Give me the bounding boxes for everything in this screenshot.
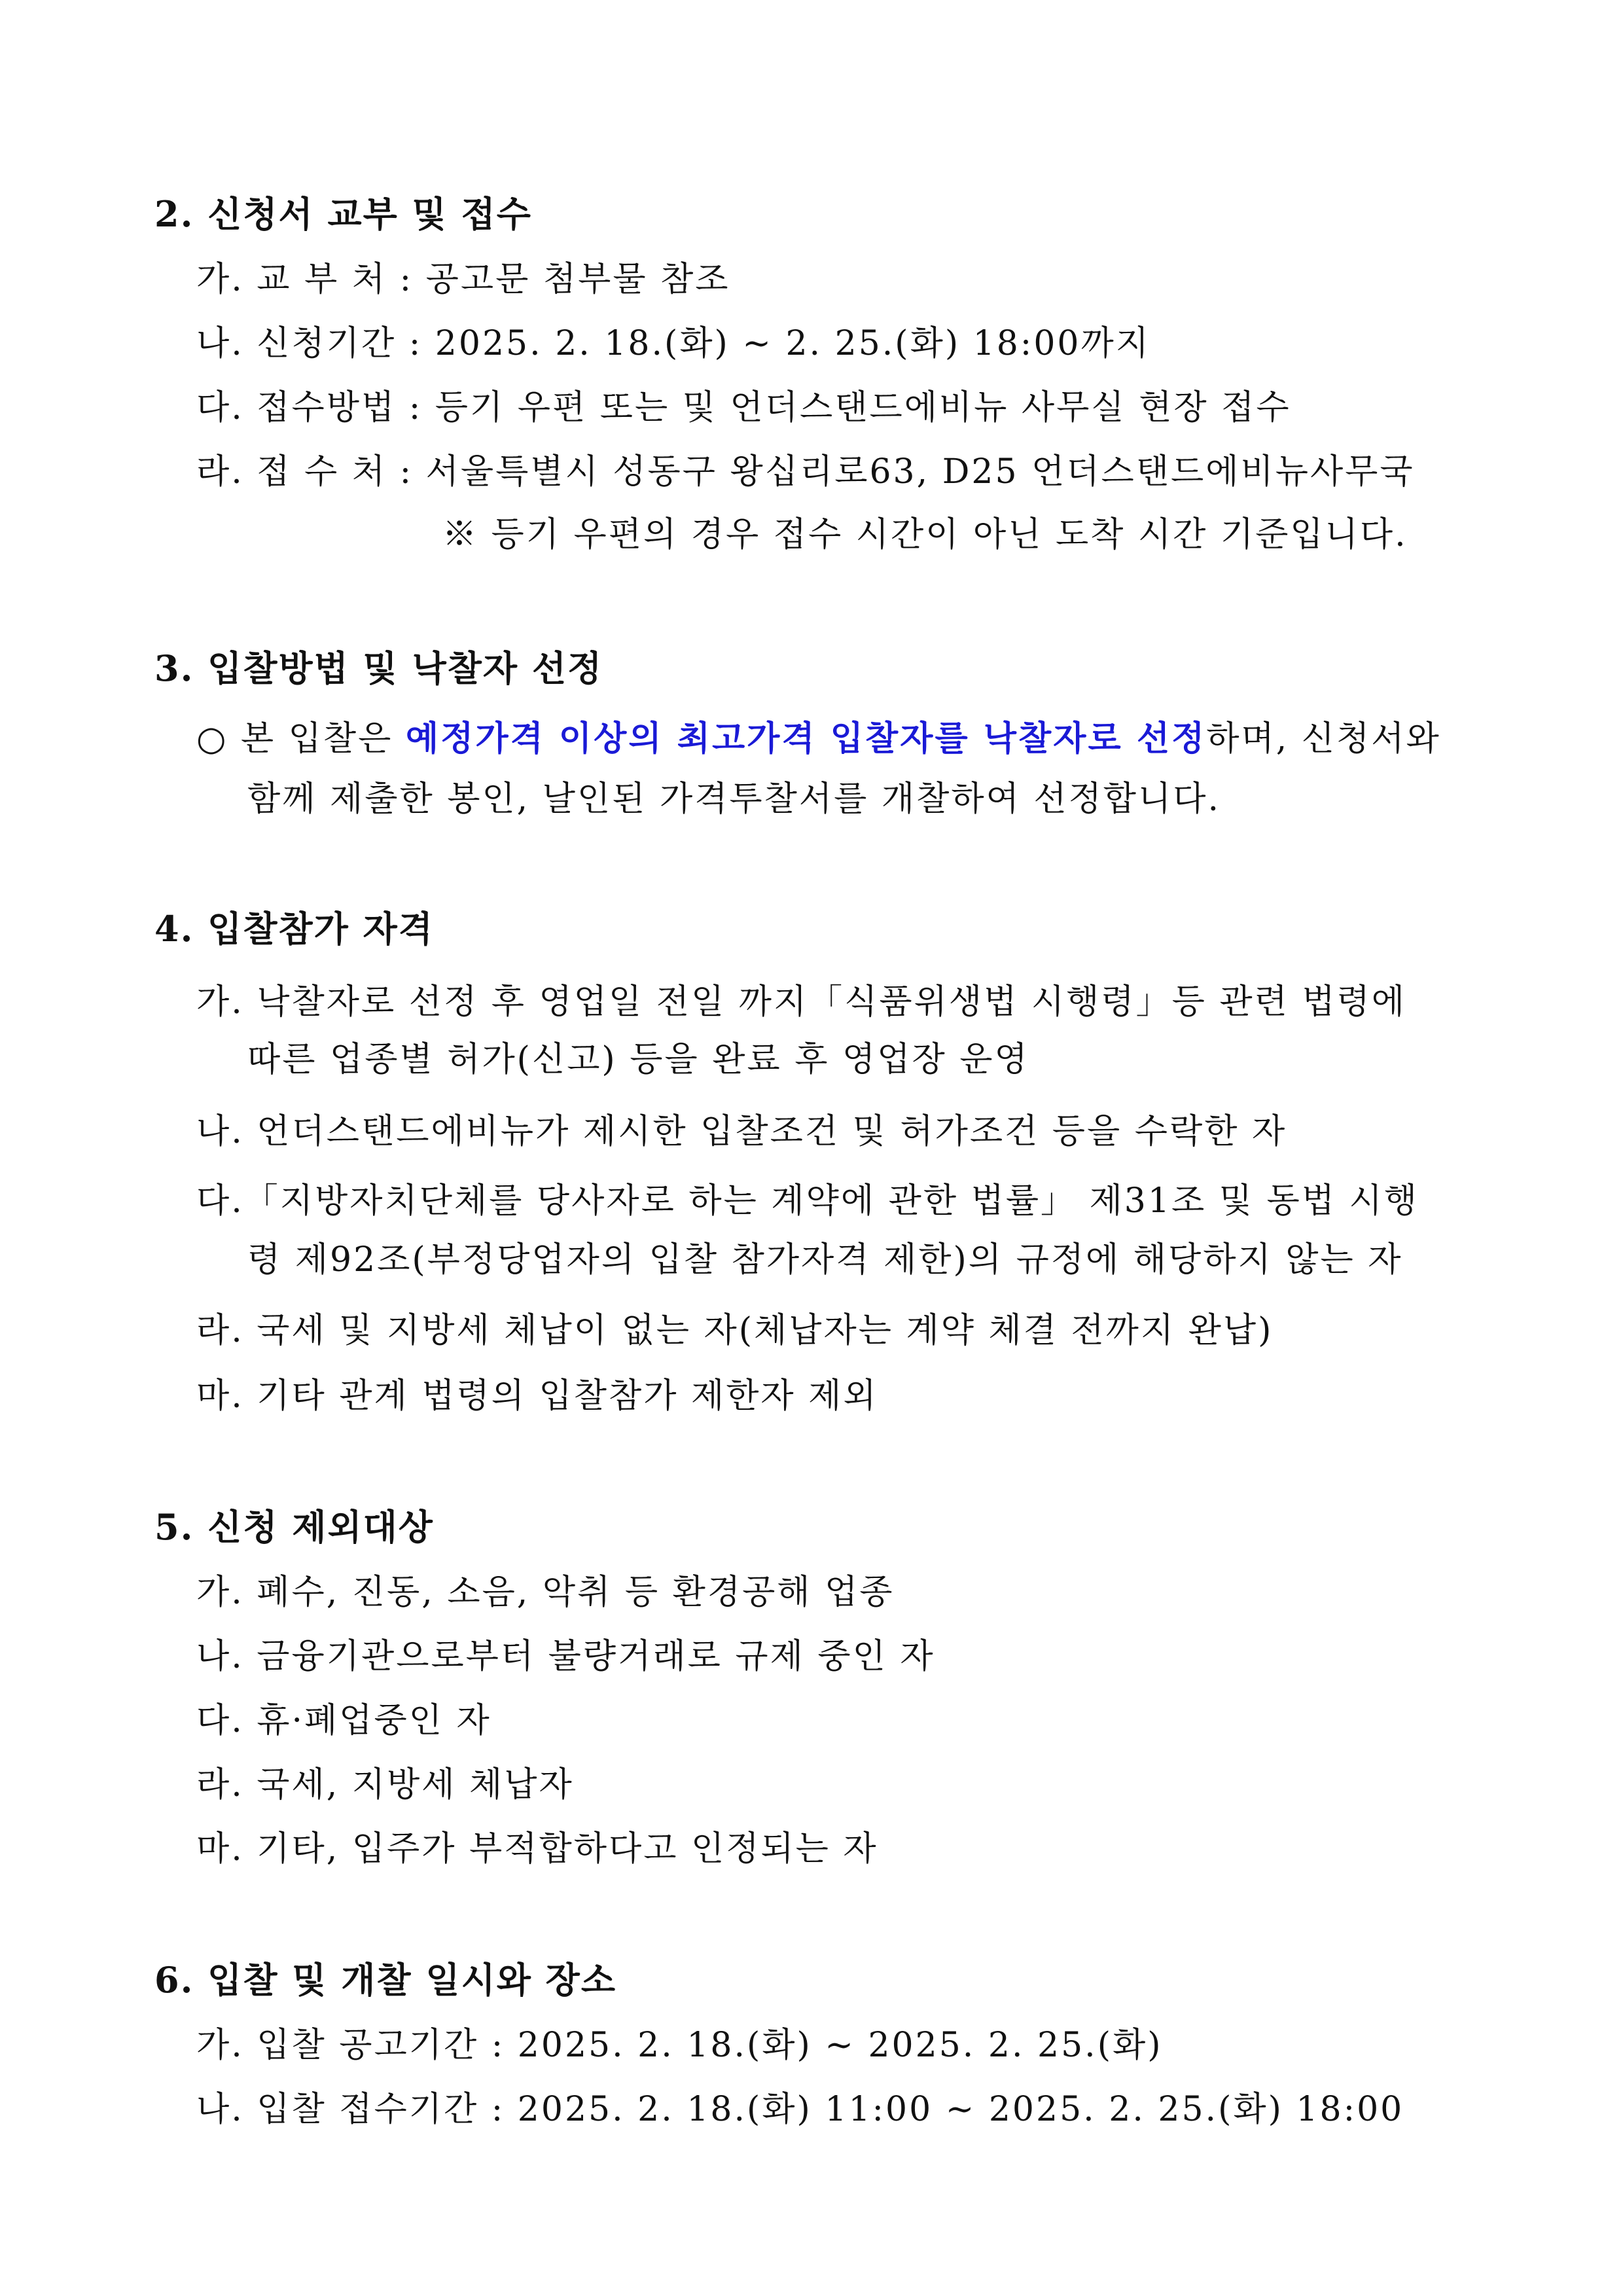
section-5-item-ma: 마. 기타, 입주가 부적합하다고 인정되는 자 [196,1829,878,1869]
section-4-item-da-cont: 령 제92조(부정당업자의 입찰 참가자격 제한)의 규정에 해당하지 않는 자 [247,1240,1403,1280]
section-2-item-na: 나. 신청기간 : 2025. 2. 18.(화) ~ 2. 25.(화) 18:00까지 [196,324,1150,363]
section-4-item-da: 다.「지방자치단체를 당사자로 하는 계약에 관한 법률」 제31조 및 동법 시행 [196,1181,1419,1221]
section-3-line-1-prefix: ○ 본 입찰은 [196,719,406,759]
section-5-item-ra: 라. 국세, 지방세 체납자 [196,1765,574,1804]
section-5-heading: 5. 신청 제외대상 [154,1506,434,1548]
section-3-heading: 3. 입찰방법 및 낙찰자 선정 [154,647,603,689]
section-2-note: ※ 등기 우편의 경우 접수 시간이 아닌 도착 시간 기준입니다. [442,515,1408,554]
section-3-emphasis-text: 예정가격 이상의 최고가격 입찰자를 낙찰자로 선정 [405,719,1207,759]
section-4-item-ga: 가. 낙찰자로 선정 후 영업일 전일 까지「식품위생법 시행령」등 관련 법령에 [196,982,1407,1022]
section-4-item-ra: 라. 국세 및 지방세 체납이 없는 자(체납자는 계약 체결 전까지 완납) [196,1311,1274,1350]
section-2-item-da: 다. 접수방법 : 등기 우편 또는 및 언더스탠드에비뉴 사무실 현장 접수 [196,388,1291,427]
section-3-line-1 [196,716,1441,762]
section-4-item-na: 나. 언더스탠드에비뉴가 제시한 입찰조건 및 허가조건 등을 수락한 자 [196,1112,1287,1151]
section-2-item-ga: 가. 교 부 처 : 공고문 첨부물 참조 [196,260,730,299]
section-6-item-na: 나. 입찰 접수기간 : 2025. 2. 18.(화) 11:00 ~ 2025. 2. 25.(화) 18:00 [196,2090,1404,2129]
section-3-line-2: 함께 제출한 봉인, 날인된 가격투찰서를 개찰하여 선정합니다. [247,780,1221,819]
section-5-item-na: 나. 금융기관으로부터 불량거래로 규제 중인 자 [196,1637,935,1676]
section-4-item-ga-cont: 따른 업종별 허가(신고) 등을 완료 후 영업장 운영 [247,1040,1029,1079]
section-2-item-ra: 라. 접 수 처 : 서울특별시 성동구 왕십리로63, D25 언더스탠드에비뉴사무국 [196,452,1415,492]
section-4-heading: 4. 입찰참가 자격 [154,908,434,950]
section-6-item-ga: 가. 입찰 공고기간 : 2025. 2. 18.(화) ~ 2025. 2. 25.(화) [196,2026,1163,2065]
section-4-item-ma: 마. 기타 관계 법령의 입찰참가 제한자 제외 [196,1376,878,1416]
section-6-heading: 6. 입찰 및 개찰 일시와 장소 [154,1959,617,2001]
section-5-item-ga: 가. 폐수, 진동, 소음, 악취 등 환경공해 업종 [196,1573,895,1612]
section-3-line-1-suffix: 하며, 신청서와 [1206,719,1441,759]
section-2-heading: 2. 신청서 교부 및 접수 [154,193,532,235]
section-5-item-da: 다. 휴·폐업중인 자 [196,1701,491,1740]
